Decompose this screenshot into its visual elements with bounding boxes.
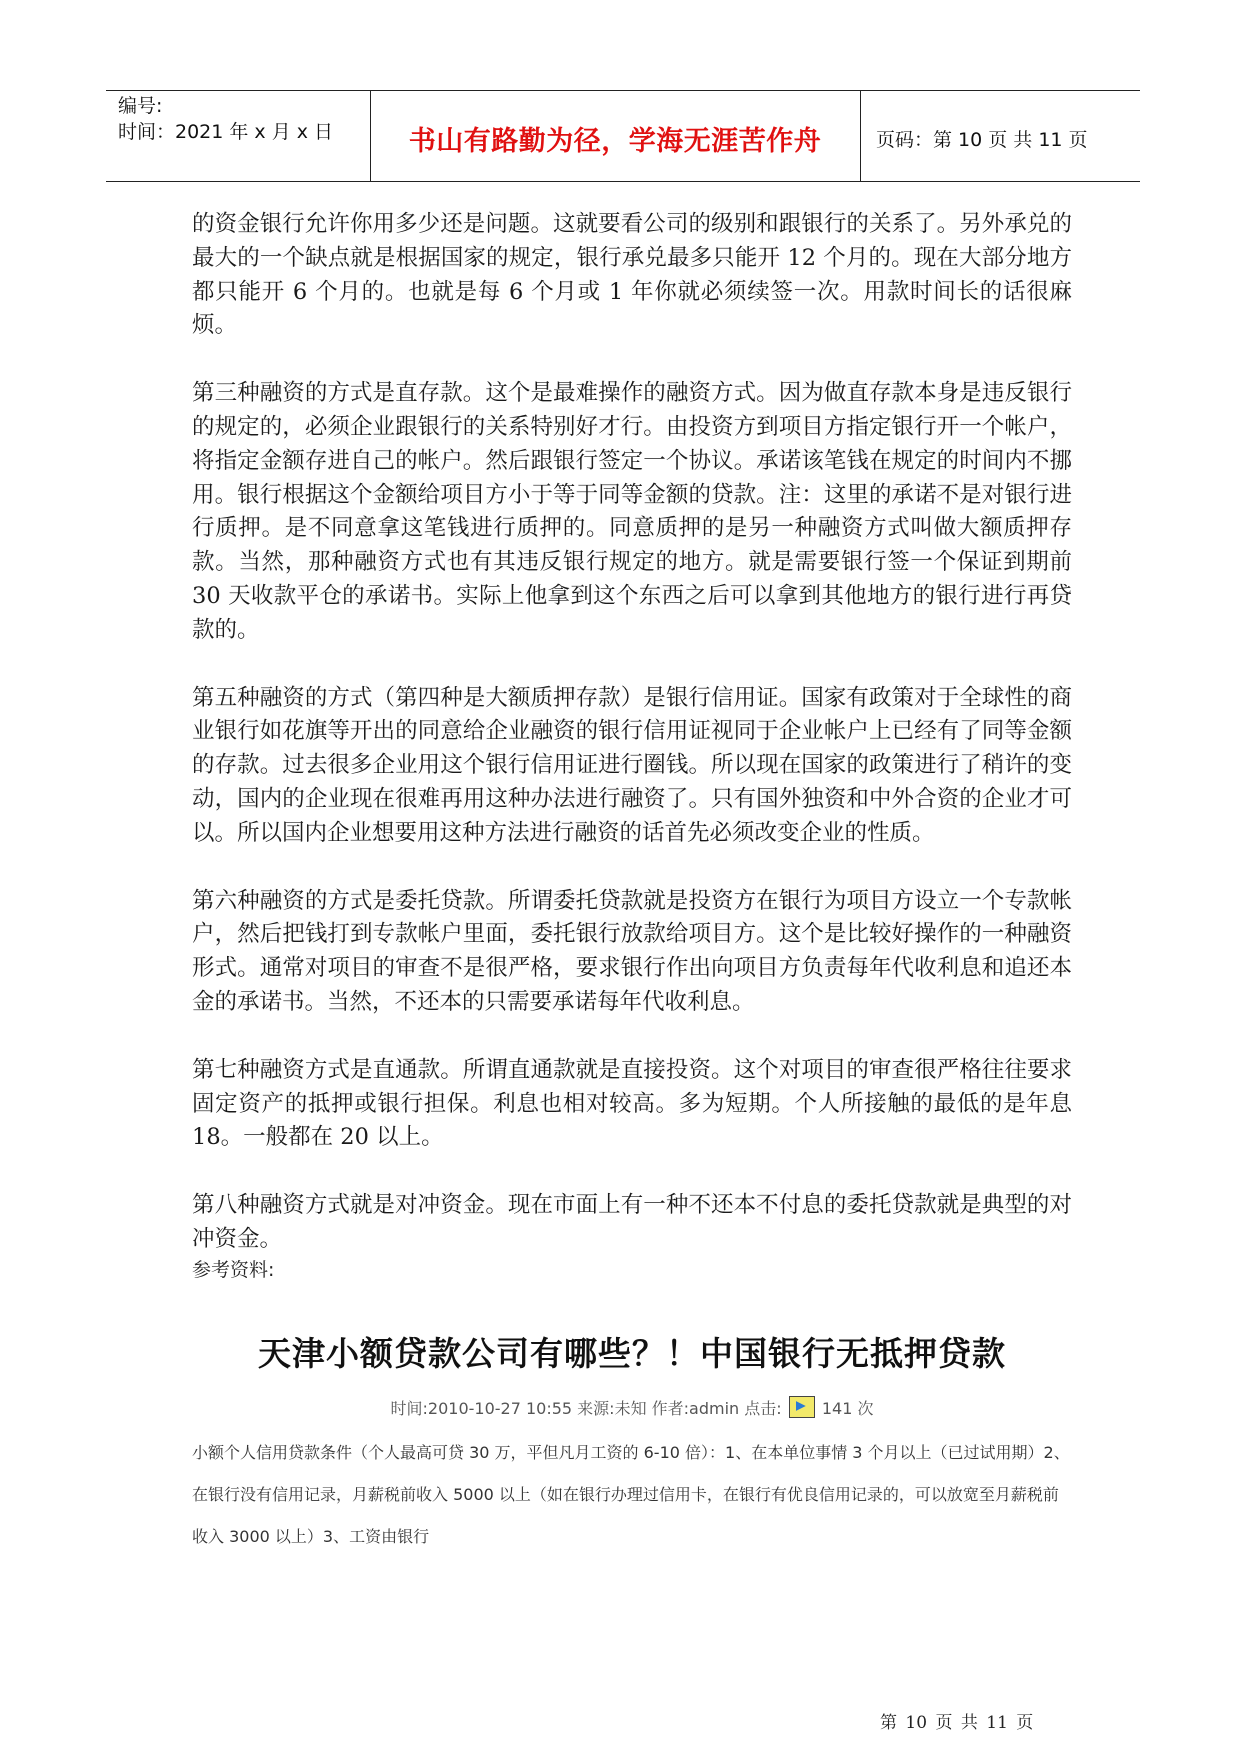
document-time-label: 时间：2021 年 x 月 x 日 [118, 121, 334, 143]
reference-label: 参考资料: [192, 1258, 275, 1281]
article-meta-text: 时间:2010-10-27 10:55 来源:未知 作者:admin 点击: [390, 1399, 782, 1418]
header-divider-right [860, 91, 861, 181]
article-body: 小额个人信用贷款条件（个人最高可贷 30 万，平但凡月工资的 6-10 倍）：1、在本单位事情 3 个月以上（已过试用期）2、在银行没有信用记录，月薪税前收入 5000 以上（如在银行办理过信用卡，在银行有优良信用记录的，可以放宽至月薪税前收入 3000 以上）3、工资由银行 [192, 1443, 1070, 1546]
article-meta [192, 1396, 1072, 1419]
document-number-label: 编号: [118, 95, 163, 117]
paragraph-acceptance-bill: 的资金银行允许你用多少还是问题。这就要看公司的级别和跟银行的关系了。另外承兑的最大的一个缺点就是根据国家的规定，银行承兑最多只能开 12 个月的。现在大部分地方都只能开 6 个月的。也就是每 6 个月或 1 年你就必须续签一次。用款时间长的话很麻烦。 [192, 211, 1072, 339]
click-counter-icon [789, 1396, 815, 1418]
paragraph-direct-investment: 第七种融资方式是直通款。所谓直通款就是直接投资。这个对项目的审查很严格往往要求固定资产的抵押或银行担保。利息也相对较高。多为短期。个人所接触的最低的是年息 18。一般都在 20 以上。 [192, 1056, 1072, 1151]
paragraph-letter-of-credit: 第五种融资的方式（第四种是大额质押存款）是银行信用证。国家有政策对于全球性的商业银行如花旗等开出的同意给企业融资的银行信用证视同于企业帐户上已经有了同等金额的存款。过去很多企业用这个银行信用证进行圈钱。所以现在国家的政策进行了稍许的变动，国内的企业现在很难再用这种办法进行融资了。只有国外独资和中外合资的企业才可以。所以国内企业想要用这种方法进行融资的话首先必须改变企业的性质。 [192, 684, 1072, 846]
article-hit-count: 141 次 [821, 1399, 874, 1418]
paragraph-entrusted-loan: 第六种融资的方式是委托贷款。所谓委托贷款就是投资方在银行为项目方设立一个专款帐户，然后把钱打到专款帐户里面，委托银行放款给项目方。这个是比较好操作的一种融资形式。通常对项目的审查不是很严格，要求银行作出向项目方负责每年代收利息和追还本金的承诺书。当然，不还本的只需要承诺每年代收利息。 [192, 887, 1072, 1015]
article-title: 天津小额贷款公司有哪些？！中国银行无抵押贷款 [258, 1334, 1006, 1373]
header-motto: 书山有路勤为径，学海无涯苦作舟 [408, 126, 822, 157]
header-info [118, 93, 333, 145]
page-header [106, 90, 1140, 182]
header-page-number: 页码：第 10 页 共 11 页 [876, 129, 1088, 151]
document-body [192, 208, 1072, 1283]
page-footer: 第 10 页 共 11 页 [880, 1713, 1034, 1733]
paragraph-hedge-funds: 第八种融资方式就是对冲资金。现在市面上有一种不还本不付息的委托贷款就是典型的对冲资金。 [192, 1192, 1072, 1252]
paragraph-direct-deposit: 第三种融资的方式是直存款。这个是最难操作的融资方式。因为做直存款本身是违反银行的规定的，必须企业跟银行的关系特别好才行。由投资方到项目方指定银行开一个帐户，将指定金额存进自己的帐户。然后跟银行签定一个协议。承诺该笔钱在规定的时间内不挪用。银行根据这个金额给项目方小于等于同等金额的贷款。注：这里的承诺不是对银行进行质押。是不同意拿这笔钱进行质押的。同意质押的是另一种融资方式叫做大额质押存款。当然，那种融资方式也有其违反银行规定的地方。就是需要银行签一个保证到期前 30 天收款平仓的承诺书。实际上他拿到这个东西之后可以拿到其他地方的银行进行再贷款的。 [192, 380, 1072, 643]
